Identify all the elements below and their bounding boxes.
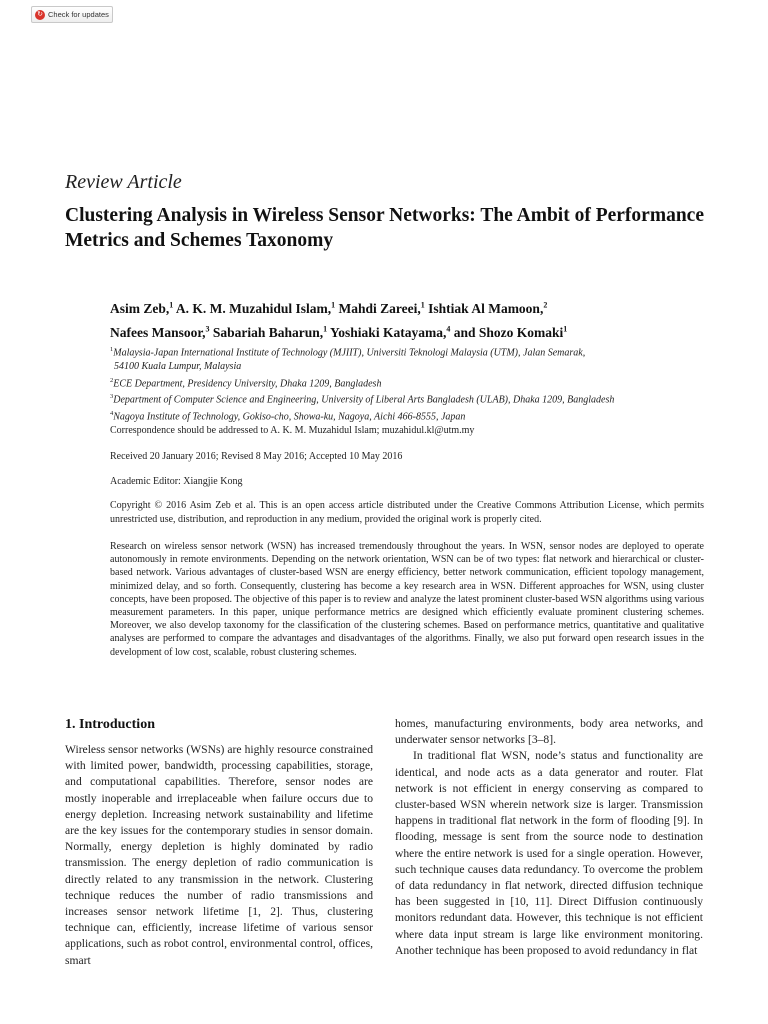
left-column bbox=[65, 742, 373, 969]
affiliation: $^1$Malaysia-Japan International Institute of Technology (MJIIT), Universiti Teknologi Malaysia (UTM), Jalan Semarak, bbox=[110, 346, 586, 359]
update-icon: ↻ bbox=[35, 10, 45, 20]
received-dates: Received 20 January 2016; Revised 8 May 2016; Accepted 10 May 2016 bbox=[110, 451, 403, 462]
check-for-updates-label: Check for updates bbox=[48, 10, 109, 19]
affiliation: $^3$Department of Computer Science and Engineering, University of Liberal Arts Bangladesh (ULAB), Dhaka 1209, Bangladesh bbox=[110, 393, 615, 406]
author: and Shozo Komaki$^1$ bbox=[453, 324, 568, 340]
check-for-updates-button[interactable] bbox=[31, 6, 113, 23]
paragraph-continued: homes, manufacturing environments, body area networks, and underwater sensor networks [3–8]. bbox=[395, 717, 703, 747]
abstract: Research on wireless sensor network (WSN) has increased tremendously throughout the years. In WSN, sensor nodes are deployed to operate autonomously in remote environments. Depending on the network orientation, WSN can be of two types: flat network and hierarchical or cluster-based network. Various advantages of cluster-based WSN are energy efficiency, better network communication, efficient topology management, minimized delay, and so forth. Consequently, clustering has become a key research area in WSN. Different approaches for WSN, using cluster concepts, have been proposed. The objective of this paper is to review and analyze the latest prominent cluster-based WSN algorithms using various measurement parameters. In this paper, unique performance metrics are designed which efficiently evaluate prominent clustering schemes. Moreover, we also develop taxonomy for the classification of the clustering schemes. Based on performance metrics, quantitative and qualitative analyses are performed to compare the advantages and disadvantages of the algorithms. Finally, we also put forward open research issues in the development of low cost, scalable, robust clustering schemes. bbox=[110, 541, 704, 658]
affiliation-continued: 54100 Kuala Lumpur, Malaysia bbox=[114, 360, 242, 372]
article-type: Review Article bbox=[65, 171, 182, 193]
paragraph: Wireless sensor networks (WSNs) are highly resource constrained with limited power, bandwidth, processing capabilities, storage, and computational capabilities. Therefore, sensor nodes are mostly inoperable and irreplaceable when failure occurs due to energy depletion. Increasing network sustainability and lifetime are the key issues for the contemporary studies in sensor domain. Normally, energy depletion is highly dominated by radio transmission. The energy depletion of radio communication is directly related to any transmission in the network. Clustering technique reduces the number of radio transmissions and increases sensor network lifetime [1, 2]. Thus, clustering technique can, efficiently, increase lifetime of various sensor applications, such as robot control, environmental control, offices, smart bbox=[65, 743, 373, 967]
author: Mahdi Zareei,$^1$ bbox=[338, 300, 425, 316]
affiliations bbox=[110, 343, 710, 424]
author: Asim Zeb,$^1$ bbox=[110, 300, 174, 316]
affiliation: $^4$Nagoya Institute of Technology, Gokiso-cho, Showa-ku, Nagoya, Aichi 466-8555, Japan bbox=[110, 410, 466, 423]
article-title: Clustering Analysis in Wireless Sensor Networks: The Ambit of Performance Metrics and Schemes Taxonomy bbox=[65, 205, 704, 251]
correspondence: Correspondence should be addressed to A. K. M. Muzahidul Islam; muzahidul.kl@utm.my bbox=[110, 425, 475, 436]
affiliation: $^2$ECE Department, Presidency University, Dhaka 1209, Bangladesh bbox=[110, 376, 382, 389]
right-column bbox=[395, 716, 703, 959]
author: Nafees Mansoor,$^3$ bbox=[110, 324, 210, 340]
academic-editor: Academic Editor: Xiangjie Kong bbox=[110, 476, 243, 487]
author-list bbox=[110, 294, 710, 343]
paragraph: In traditional flat WSN, node’s status and functionality are identical, and node acts as a data generator and router. Flat network is not efficient in energy conserving as compared to cluster-based WSN wherein network size is larger. Transmission happens in traditional flat network in the form of flooding [9]. In flooding, message is sent from the source node to destination where the entire network is used for a single operation. However, such technique causes data redundancy. To overcome the problem of data redundancy in flat network, directed diffusion technique has been suggested in [10, 11]. Direct Diffusion continuously monitors redundant data. However, this technique is not efficient where data input stream is large like environment monitoring. Another technique has been proposed to avoid redundancy in flat bbox=[395, 749, 703, 957]
author: Ishtiak Al Mamoon,$^2$ bbox=[428, 300, 548, 316]
author: Sabariah Baharun,$^1$ bbox=[212, 324, 328, 340]
copyright-notice: Copyright © 2016 Asim Zeb et al. This is an open access article distributed under the Creative Commons Attribution License, which permits unrestricted use, distribution, and reproduction in any medium, provided the original work is properly cited. bbox=[110, 500, 704, 525]
author: Yoshiaki Katayama,$^4$ bbox=[330, 324, 451, 340]
author: A. K. M. Muzahidul Islam,$^1$ bbox=[175, 300, 336, 316]
section-heading: 1. Introduction bbox=[65, 717, 155, 732]
